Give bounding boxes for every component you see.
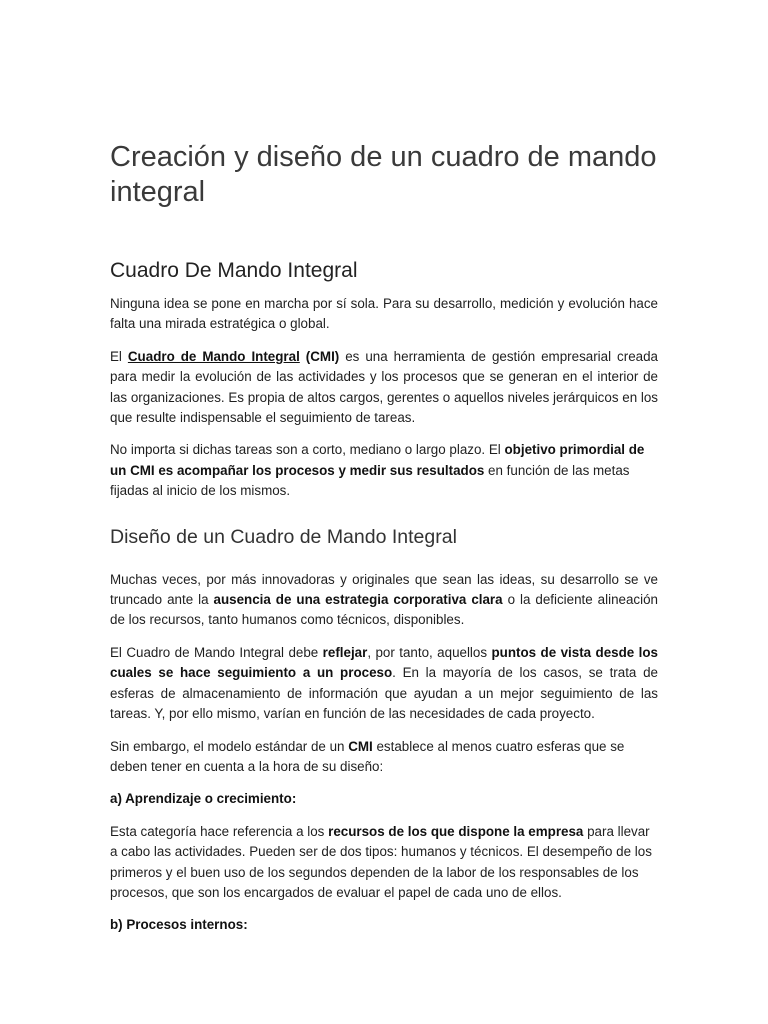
section-heading-design: Diseño de un Cuadro de Mando Integral [110,525,457,548]
paragraph-intro: Ninguna idea se pone en marcha por sí sola. Para su desarrollo, medición y evolución hace falta una mirada estratégica o global. [110,296,658,332]
text-run: Sin embargo, el modelo estándar de un [110,738,349,754]
text-run: establece al menos cuatro esferas que se deben tener en cuenta a la hora de su diseño: [110,738,625,774]
paragraph-reflect [110,643,658,725]
text-run: El Cuadro de Mando Integral debe [110,644,323,660]
subheading-learning: a) Aprendizaje o crecimiento: [110,791,297,807]
bold-run: (CMI) [305,348,340,364]
cmi-link[interactable]: Cuadro de Mando Integral [127,348,300,364]
bold-run: ausencia de una estrategia corporativa clara [213,592,503,608]
document-page [110,140,658,948]
bold-run: recursos de los que dispone la empresa [328,823,584,839]
text-run: Muchas veces, por más innovadoras y originales que sean las ideas, su desarrollo se ve truncado ante la [110,571,658,608]
bold-run: CMI [348,738,373,754]
section-heading-cmi: Cuadro De Mando Integral [110,259,358,282]
paragraph-resources [110,822,658,904]
text-run: , por tanto, aquellos [367,644,492,660]
text-run: No importa si dichas tareas son a corto, mediano o largo plazo. El [110,442,505,458]
subheading-internal-processes: b) Procesos internos: [110,917,248,933]
text-run: para llevar a cabo las actividades. Pueden ser de dos tipos: humanos y técnicos. El desempeño de los primeros y el buen uso de los segundos dependen de la labor de los responsables de los procesos, que son los encargados de evaluar el papel de cada uno de ellos. [110,823,652,900]
text-run: en función de las metas fijadas al inicio de los mismos. [110,462,630,499]
paragraph-cmi-definition [110,347,658,429]
paragraph-strategy [110,570,658,631]
text-run: o la deficiente alineación de los recursos, tanto humanos como técnicos, disponibles. [110,592,658,628]
paragraph-four-spheres [110,737,658,778]
paragraph-objective [110,440,658,501]
text-run: es una herramienta de gestión empresarial creada para medir la evolución de las actividades y los procesos que se generan en el interior de las organizaciones. Es propia de altos cargos, gerentes o aquellos niveles jerárquicos en los que resulte indispensable el seguimiento de tareas. [110,348,658,426]
text-run: Esta categoría hace referencia a los [110,823,329,839]
bold-run: puntos de vista desde los cuales se hace seguimiento a un proceso [110,644,658,681]
bold-run: reflejar [322,644,368,660]
document-title: Creación y diseño de un cuadro de mando integral [110,141,657,208]
text-run: El [110,348,128,364]
bold-run: objetivo primordial de un CMI es acompañar los procesos y medir sus resultados [110,442,645,478]
text-run: . En la mayoría de los casos, se trata de esferas de almacenamiento de información que ayudan a un mejor seguimiento de las tareas. Y, por ello mismo, varían en función de las necesidades de cada proyecto. [110,665,658,722]
